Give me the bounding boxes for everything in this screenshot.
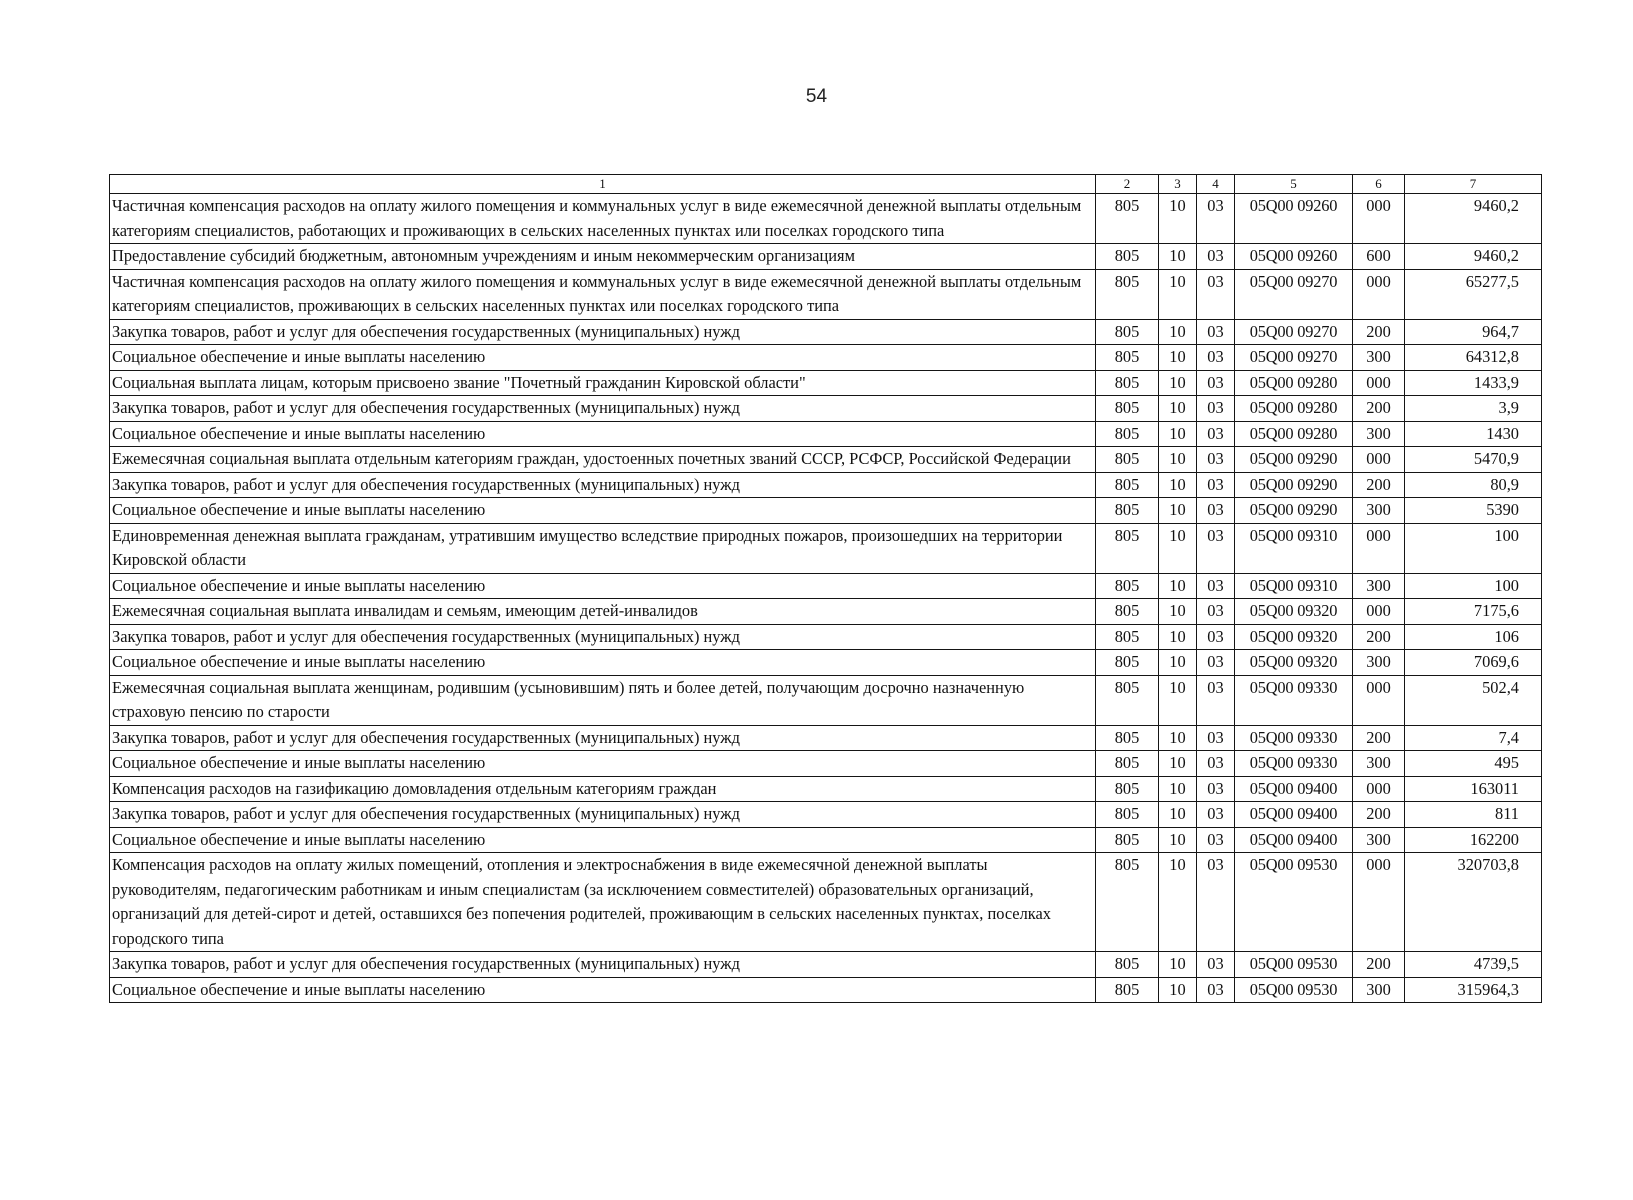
cell-name: Предоставление субсидий бюджетным, автономным учреждениям и иным некоммерческим организациям [110,244,1096,270]
cell-section-code: 10 [1159,573,1197,599]
table-row [110,776,1542,802]
cell-name: Компенсация расходов на оплату жилых помещений, отопления и электроснабжения в виде ежемесячной денежной выплаты руководителям, педагогическим работникам и иным специалистам (за исключением совместителей) образовательных организаций, организаций для детей-сирот и детей, оставшихся без попечения родителей, проживающим в сельских населенных пунктах, поселках городского типа [110,853,1096,952]
cell-section-code: 10 [1159,498,1197,524]
cell-expense-type: 000 [1353,599,1405,625]
cell-subsection-code: 03 [1197,650,1235,676]
cell-amount: 3,9 [1405,396,1542,422]
cell-name: Закупка товаров, работ и услуг для обеспечения государственных (муниципальных) нужд [110,725,1096,751]
cell-expense-type: 000 [1353,523,1405,573]
cell-target-article: 05Q00 09310 [1235,523,1353,573]
cell-expense-type: 200 [1353,725,1405,751]
table-row [110,624,1542,650]
cell-amount: 162200 [1405,827,1542,853]
cell-subsection-code: 03 [1197,802,1235,828]
cell-section-code: 10 [1159,624,1197,650]
cell-section-code: 10 [1159,244,1197,270]
cell-target-article: 05Q00 09320 [1235,599,1353,625]
table-row [110,472,1542,498]
cell-ministry-code: 805 [1096,396,1159,422]
cell-subsection-code: 03 [1197,624,1235,650]
cell-ministry-code: 805 [1096,370,1159,396]
cell-amount: 315964,3 [1405,977,1542,1003]
cell-target-article: 05Q00 09270 [1235,319,1353,345]
cell-expense-type: 000 [1353,269,1405,319]
cell-target-article: 05Q00 09260 [1235,194,1353,244]
cell-name: Закупка товаров, работ и услуг для обеспечения государственных (муниципальных) нужд [110,472,1096,498]
header-col-2: 2 [1096,175,1159,194]
table-row [110,447,1542,473]
cell-amount: 7175,6 [1405,599,1542,625]
header-row [110,175,1542,194]
cell-name: Социальное обеспечение и иные выплаты населению [110,573,1096,599]
cell-subsection-code: 03 [1197,345,1235,371]
cell-section-code: 10 [1159,472,1197,498]
cell-ministry-code: 805 [1096,345,1159,371]
header-col-4: 4 [1197,175,1235,194]
cell-subsection-code: 03 [1197,952,1235,978]
cell-subsection-code: 03 [1197,523,1235,573]
cell-amount: 80,9 [1405,472,1542,498]
cell-amount: 7,4 [1405,725,1542,751]
cell-ministry-code: 805 [1096,472,1159,498]
cell-expense-type: 200 [1353,472,1405,498]
cell-subsection-code: 03 [1197,396,1235,422]
cell-amount: 495 [1405,751,1542,777]
table-row [110,498,1542,524]
cell-expense-type: 200 [1353,624,1405,650]
cell-name: Социальная выплата лицам, которым присвоено звание "Почетный гражданин Кировской области" [110,370,1096,396]
cell-section-code: 10 [1159,194,1197,244]
cell-section-code: 10 [1159,319,1197,345]
table-row [110,853,1542,952]
cell-name: Ежемесячная социальная выплата женщинам, родившим (усыновившим) пять и более детей, получающим досрочно назначенную страховую пенсию по старости [110,675,1096,725]
header-col-5: 5 [1235,175,1353,194]
table-row [110,396,1542,422]
cell-subsection-code: 03 [1197,447,1235,473]
table-row [110,650,1542,676]
cell-amount: 106 [1405,624,1542,650]
table-row [110,345,1542,371]
cell-target-article: 05Q00 09260 [1235,244,1353,270]
cell-ministry-code: 805 [1096,523,1159,573]
cell-subsection-code: 03 [1197,370,1235,396]
cell-target-article: 05Q00 09320 [1235,650,1353,676]
cell-target-article: 05Q00 09400 [1235,802,1353,828]
cell-expense-type: 600 [1353,244,1405,270]
cell-target-article: 05Q00 09280 [1235,370,1353,396]
cell-subsection-code: 03 [1197,319,1235,345]
cell-section-code: 10 [1159,675,1197,725]
cell-amount: 320703,8 [1405,853,1542,952]
cell-amount: 163011 [1405,776,1542,802]
header-col-1: 1 [110,175,1096,194]
cell-amount: 65277,5 [1405,269,1542,319]
cell-name: Социальное обеспечение и иные выплаты населению [110,650,1096,676]
cell-name: Частичная компенсация расходов на оплату жилого помещения и коммунальных услуг в виде ежемесячной денежной выплаты отдельным категориям специалистов, проживающих в сельских населенных пунктах или поселках городского типа [110,269,1096,319]
cell-ministry-code: 805 [1096,498,1159,524]
cell-ministry-code: 805 [1096,269,1159,319]
cell-target-article: 05Q00 09290 [1235,472,1353,498]
cell-section-code: 10 [1159,853,1197,952]
cell-name: Закупка товаров, работ и услуг для обеспечения государственных (муниципальных) нужд [110,319,1096,345]
cell-section-code: 10 [1159,447,1197,473]
cell-ministry-code: 805 [1096,573,1159,599]
cell-section-code: 10 [1159,751,1197,777]
cell-section-code: 10 [1159,802,1197,828]
cell-amount: 4739,5 [1405,952,1542,978]
cell-section-code: 10 [1159,370,1197,396]
cell-section-code: 10 [1159,396,1197,422]
cell-expense-type: 300 [1353,345,1405,371]
cell-amount: 9460,2 [1405,244,1542,270]
header-col-7: 7 [1405,175,1542,194]
cell-target-article: 05Q00 09270 [1235,269,1353,319]
cell-expense-type: 200 [1353,802,1405,828]
page-number: 54 [805,86,828,107]
cell-name: Закупка товаров, работ и услуг для обеспечения государственных (муниципальных) нужд [110,952,1096,978]
table-body [110,194,1542,1003]
cell-subsection-code: 03 [1197,776,1235,802]
cell-amount: 1433,9 [1405,370,1542,396]
header-col-6: 6 [1353,175,1405,194]
table-row [110,244,1542,270]
header-col-3: 3 [1159,175,1197,194]
cell-name: Социальное обеспечение и иные выплаты населению [110,751,1096,777]
cell-subsection-code: 03 [1197,675,1235,725]
cell-subsection-code: 03 [1197,421,1235,447]
cell-name: Социальное обеспечение и иные выплаты населению [110,421,1096,447]
cell-target-article: 05Q00 09530 [1235,853,1353,952]
cell-amount: 502,4 [1405,675,1542,725]
table-row [110,573,1542,599]
cell-amount: 964,7 [1405,319,1542,345]
cell-amount: 100 [1405,523,1542,573]
cell-ministry-code: 805 [1096,624,1159,650]
cell-ministry-code: 805 [1096,952,1159,978]
table-row [110,370,1542,396]
cell-name: Социальное обеспечение и иные выплаты населению [110,827,1096,853]
table-row [110,675,1542,725]
cell-expense-type: 000 [1353,853,1405,952]
cell-expense-type: 300 [1353,498,1405,524]
table-row [110,977,1542,1003]
cell-expense-type: 300 [1353,421,1405,447]
cell-amount: 64312,8 [1405,345,1542,371]
cell-ministry-code: 805 [1096,675,1159,725]
cell-amount: 7069,6 [1405,650,1542,676]
table-row [110,952,1542,978]
cell-expense-type: 300 [1353,751,1405,777]
cell-subsection-code: 03 [1197,977,1235,1003]
cell-expense-type: 200 [1353,319,1405,345]
table-header [110,175,1542,194]
cell-name: Частичная компенсация расходов на оплату жилого помещения и коммунальных услуг в виде ежемесячной денежной выплаты отдельным категориям специалистов, работающих и проживающих в сельских населенных пунктах или поселках городского типа [110,194,1096,244]
cell-ministry-code: 805 [1096,447,1159,473]
cell-expense-type: 000 [1353,776,1405,802]
cell-ministry-code: 805 [1096,776,1159,802]
cell-subsection-code: 03 [1197,599,1235,625]
cell-ministry-code: 805 [1096,421,1159,447]
cell-ministry-code: 805 [1096,244,1159,270]
cell-name: Единовременная денежная выплата гражданам, утратившим имущество вследствие природных пожаров, произошедших на территории Кировской области [110,523,1096,573]
cell-target-article: 05Q00 09280 [1235,421,1353,447]
cell-expense-type: 300 [1353,977,1405,1003]
cell-target-article: 05Q00 09320 [1235,624,1353,650]
cell-section-code: 10 [1159,952,1197,978]
cell-section-code: 10 [1159,421,1197,447]
cell-expense-type: 300 [1353,573,1405,599]
cell-subsection-code: 03 [1197,498,1235,524]
cell-name: Социальное обеспечение и иные выплаты населению [110,345,1096,371]
cell-section-code: 10 [1159,523,1197,573]
cell-target-article: 05Q00 09290 [1235,447,1353,473]
cell-ministry-code: 805 [1096,827,1159,853]
cell-expense-type: 300 [1353,827,1405,853]
cell-name: Ежемесячная социальная выплата отдельным категориям граждан, удостоенных почетных званий СССР, РСФСР, Российской Федерации [110,447,1096,473]
cell-amount: 100 [1405,573,1542,599]
cell-ministry-code: 805 [1096,802,1159,828]
cell-name: Ежемесячная социальная выплата инвалидам и семьям, имеющим детей-инвалидов [110,599,1096,625]
cell-target-article: 05Q00 09400 [1235,827,1353,853]
cell-section-code: 10 [1159,269,1197,319]
table-row [110,421,1542,447]
cell-target-article: 05Q00 09280 [1235,396,1353,422]
cell-target-article: 05Q00 09530 [1235,977,1353,1003]
cell-name: Закупка товаров, работ и услуг для обеспечения государственных (муниципальных) нужд [110,624,1096,650]
cell-ministry-code: 805 [1096,194,1159,244]
table-row [110,751,1542,777]
table-row [110,827,1542,853]
cell-section-code: 10 [1159,599,1197,625]
cell-amount: 9460,2 [1405,194,1542,244]
cell-section-code: 10 [1159,827,1197,853]
cell-subsection-code: 03 [1197,853,1235,952]
cell-expense-type: 200 [1353,396,1405,422]
cell-target-article: 05Q00 09310 [1235,573,1353,599]
budget-table [109,174,1542,1003]
cell-subsection-code: 03 [1197,269,1235,319]
cell-expense-type: 200 [1353,952,1405,978]
cell-name: Социальное обеспечение и иные выплаты населению [110,977,1096,1003]
table-row [110,599,1542,625]
cell-target-article: 05Q00 09400 [1235,776,1353,802]
cell-subsection-code: 03 [1197,244,1235,270]
cell-subsection-code: 03 [1197,827,1235,853]
cell-expense-type: 000 [1353,675,1405,725]
cell-target-article: 05Q00 09290 [1235,498,1353,524]
cell-target-article: 05Q00 09330 [1235,675,1353,725]
cell-target-article: 05Q00 09530 [1235,952,1353,978]
cell-amount: 811 [1405,802,1542,828]
cell-ministry-code: 805 [1096,751,1159,777]
cell-subsection-code: 03 [1197,472,1235,498]
cell-subsection-code: 03 [1197,725,1235,751]
cell-target-article: 05Q00 09270 [1235,345,1353,371]
cell-name: Закупка товаров, работ и услуг для обеспечения государственных (муниципальных) нужд [110,396,1096,422]
cell-ministry-code: 805 [1096,319,1159,345]
cell-ministry-code: 805 [1096,853,1159,952]
cell-amount: 5470,9 [1405,447,1542,473]
table-row [110,269,1542,319]
cell-ministry-code: 805 [1096,650,1159,676]
cell-amount: 5390 [1405,498,1542,524]
cell-subsection-code: 03 [1197,194,1235,244]
cell-name: Компенсация расходов на газификацию домовладения отдельным категориям граждан [110,776,1096,802]
cell-ministry-code: 805 [1096,977,1159,1003]
cell-name: Закупка товаров, работ и услуг для обеспечения государственных (муниципальных) нужд [110,802,1096,828]
cell-name: Социальное обеспечение и иные выплаты населению [110,498,1096,524]
cell-target-article: 05Q00 09330 [1235,751,1353,777]
table-row [110,802,1542,828]
cell-amount: 1430 [1405,421,1542,447]
cell-section-code: 10 [1159,725,1197,751]
cell-expense-type: 000 [1353,370,1405,396]
cell-target-article: 05Q00 09330 [1235,725,1353,751]
table-row [110,194,1542,244]
cell-ministry-code: 805 [1096,725,1159,751]
cell-subsection-code: 03 [1197,751,1235,777]
cell-subsection-code: 03 [1197,573,1235,599]
table-row [110,319,1542,345]
table-row [110,523,1542,573]
cell-section-code: 10 [1159,977,1197,1003]
cell-ministry-code: 805 [1096,599,1159,625]
table-row [110,725,1542,751]
cell-section-code: 10 [1159,345,1197,371]
cell-expense-type: 300 [1353,650,1405,676]
cell-section-code: 10 [1159,776,1197,802]
cell-section-code: 10 [1159,650,1197,676]
cell-expense-type: 000 [1353,447,1405,473]
cell-expense-type: 000 [1353,194,1405,244]
